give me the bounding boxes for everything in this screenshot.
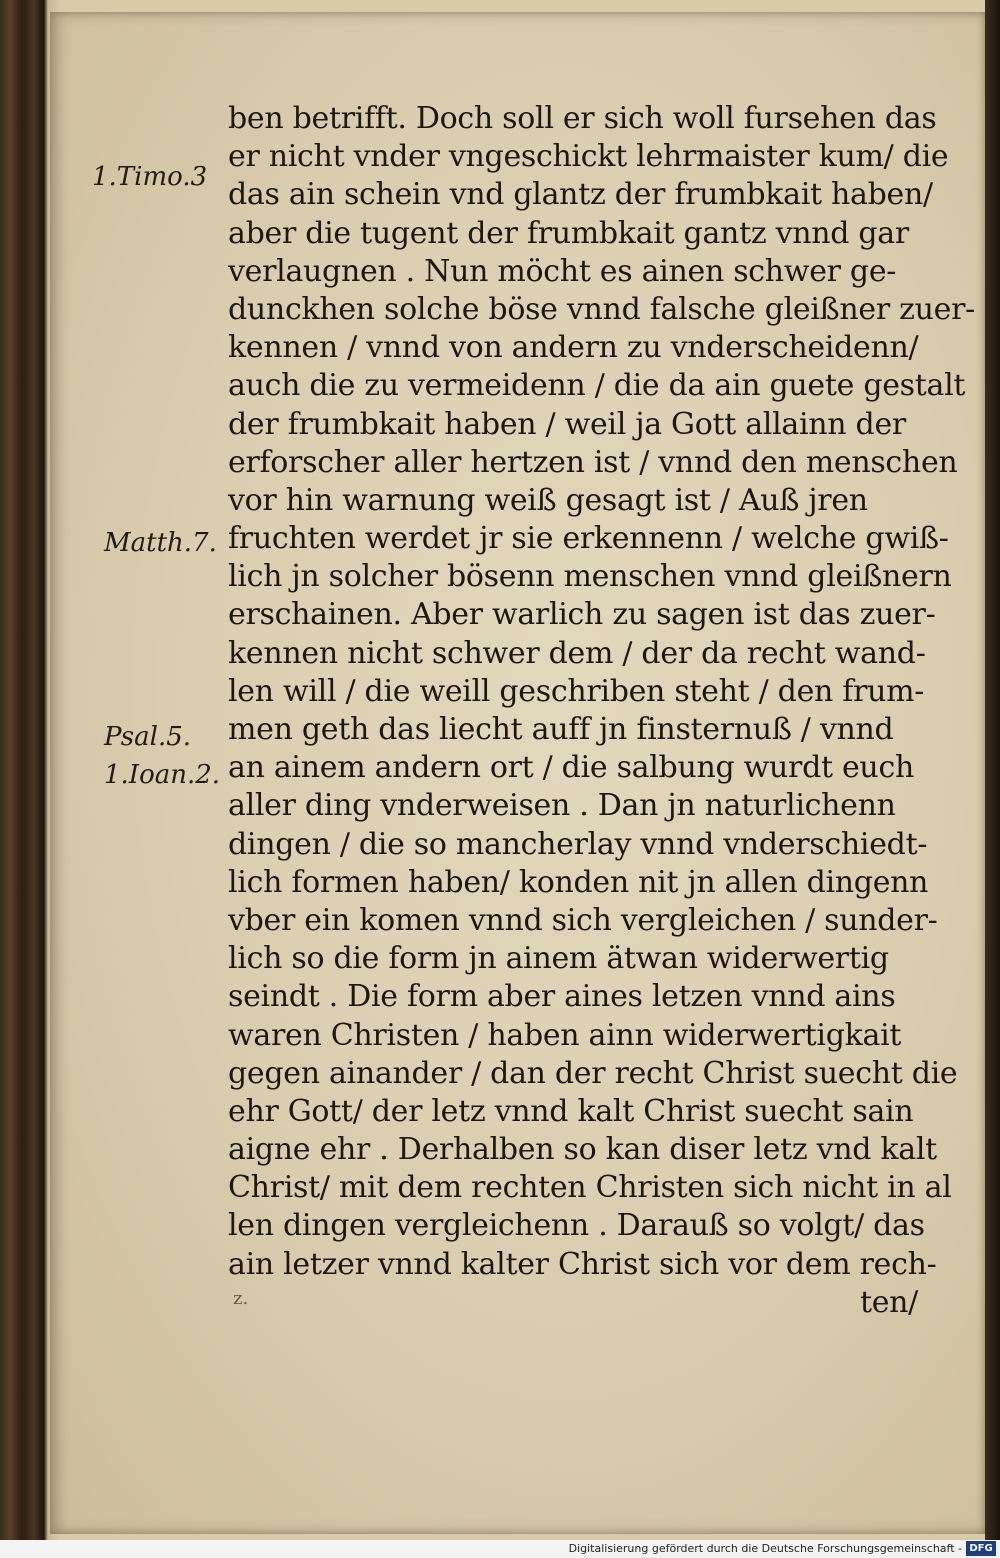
text-line: seindt . Die form aber aines letzen vnnd ains [228,979,896,1015]
catchword: ten/ [859,1284,918,1320]
margin-note-psal: Psal.5. [104,722,192,752]
text-line: er nicht vnder vngeschickt lehrmaister kum/ die [228,139,949,175]
page-edge [985,0,1000,1540]
text-line: ehr Gott/ der letz vnnd kalt Christ suecht sain [228,1093,914,1129]
text-line: dingen / die so mancherlay vnnd vnderschiedt- [228,826,928,862]
text-line: gegen ainander / dan der recht Christ suecht die [228,1055,958,1091]
text-line: ain letzer vnnd kalter Christ sich vor dem rech- [228,1246,937,1282]
text-line: lich jn solcher bösenn menschen vnnd gleißnern [228,559,952,595]
text-line: fruchten werdet jr sie erkennenn / welche gwiß- [228,521,949,557]
margin-note-timo: 1.Timo.3 [92,162,208,192]
text-line: Christ/ mit dem rechten Christen sich nicht in al [228,1170,952,1206]
text-line: dunckhen solche böse vnnd falsche gleißner zuer- [228,291,975,327]
text-line: der frumbkait haben / weil ja Gott allainn der [228,406,906,442]
text-line: lich so die form jn ainem ätwan widerwertig [228,941,889,977]
text-line: len will / die weill geschriben steht / den frum- [228,673,925,709]
text-line: lich formen haben/ konden nit jn allen dingenn [228,864,929,900]
text-line: aller ding vnderweisen . Dan jn naturlichenn [228,788,896,824]
footer-credit: Digitalisierung gefördert durch die Deutsche Forschungsgemeinschaft - [568,1542,962,1555]
text-line: ben betrifft. Doch soll er sich woll fursehen das [228,101,937,136]
text-line: waren Christen / haben ainn widerwertigkait [228,1017,902,1053]
text-line: vber ein komen vnnd sich vergleichen / sunder- [228,902,938,938]
text-line: men geth das liecht auff jn finsternuß / vnnd [228,712,894,747]
text-line: len dingen vergleichenn . Darauß so volgt/ das [228,1208,925,1244]
signature-mark: z. [233,1288,249,1309]
text-line: an ainem andern ort / die salbung wurdt euch [228,750,914,786]
text-line: erschainen. Aber warlich zu sagen ist das zuer- [228,597,936,633]
text-line: kennen / vnnd von andern zu vnderscheidenn/ [228,330,919,366]
text-line: aber die tugent der frumbkait gantz vnnd gar [228,215,909,251]
text-line: das ain schein vnd glantz der frumbkait haben/ [228,177,933,213]
dfg-logo: DFG [966,1541,996,1556]
text-line: aigne ehr . Derhalben so kan diser letz vnd kalt [228,1132,937,1168]
body-text [228,100,975,1322]
text-line: kennen nicht schwer dem / der da recht wand- [228,635,926,671]
text-line: erforscher aller hertzen ist / vnnd den menschen [228,444,958,480]
margin-note-ioan: 1.Ioan.2. [104,760,221,790]
text-line: vor hin warnung weiß gesagt ist / Auß jren [228,482,868,518]
margin-note-matth: Matth.7. [104,528,217,558]
text-line: auch die zu vermeidenn / die da ain guete gestalt [228,368,966,404]
footer-bar [0,1540,1000,1558]
text-line: verlaugnen . Nun möcht es ainen schwer ge- [228,253,897,289]
